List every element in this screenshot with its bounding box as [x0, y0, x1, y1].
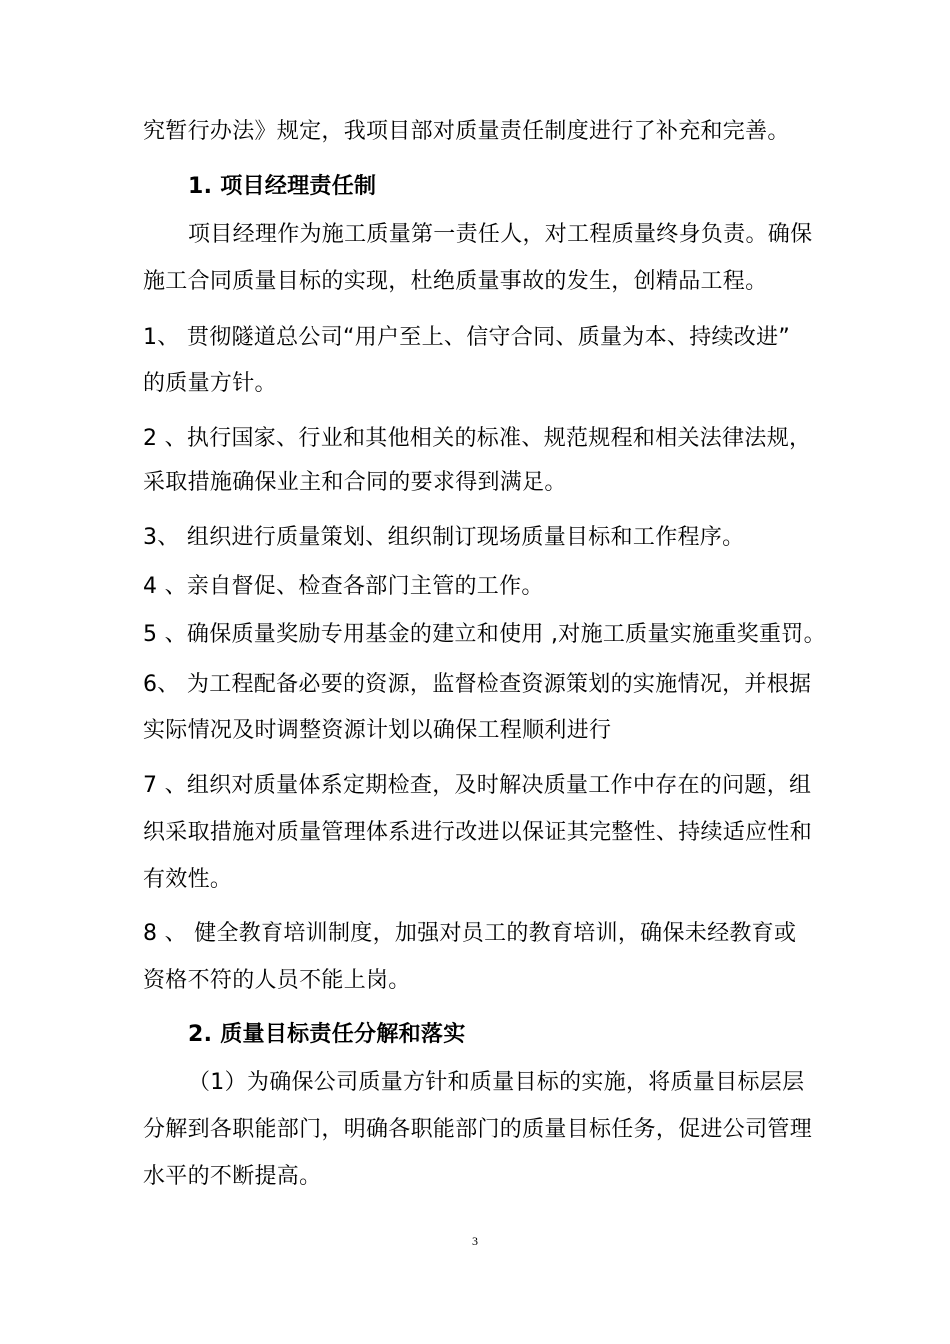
paragraph-line: 施工合同质量目标的实现，杜绝质量事故的发生，创精品工程。 [143, 269, 768, 294]
list-item-7-line: 织采取措施对质量管理体系进行改进以保证其完整性、持续适应性和 [143, 820, 813, 845]
paragraph-line: 分解到各职能部门，明确各职能部门的质量目标任务，促进公司管理 [143, 1117, 813, 1142]
list-item-1-line: 1、 贯彻隧道总公司“用户至上、信守合同、质量为本、持续改进” [143, 325, 791, 350]
list-item-6-line: 实际情况及时调整资源计划以确保工程顺利进行 [143, 718, 612, 743]
list-item-2-line: 2 、执行国家、行业和其他相关的标准、规范规程和相关法律法规， [143, 426, 812, 451]
list-item-5-line: 5 、确保质量奖励专用基金的建立和使用 ,对施工质量实施重奖重罚。 [143, 622, 826, 647]
section-heading-1: 1. 项目经理责任制 [188, 174, 377, 199]
page-number: 3 [472, 1234, 478, 1248]
paragraph-line: （1）为确保公司质量方针和质量目标的实施，将质量目标层层 [188, 1070, 805, 1095]
list-item-2-line: 采取措施确保业主和合同的要求得到满足。 [143, 470, 567, 495]
list-item-8-line: 8 、 健全教育培训制度，加强对员工的教育培训，确保未经教育或 [143, 921, 797, 946]
list-item-8-line: 资格不符的人员不能上岗。 [143, 968, 411, 993]
paragraph-line: 究暂行办法》规定，我项目部对质量责任制度进行了补充和完善。 [143, 119, 790, 144]
paragraph-line: 水平的不断提高。 [143, 1164, 322, 1189]
list-item-4-line: 4 、亲自督促、检查各部门主管的工作。 [143, 574, 544, 599]
list-item-1-line: 的质量方针。 [143, 371, 277, 396]
list-item-6-line: 6、 为工程配备必要的资源，监督检查资源策划的实施情况，并根据 [143, 672, 812, 697]
paragraph-line: 项目经理作为施工质量第一责任人，对工程质量终身负责。确保 [188, 222, 813, 247]
list-item-7-line: 有效性。 [143, 867, 233, 892]
section-heading-2: 2. 质量目标责任分解和落实 [188, 1022, 466, 1047]
list-item-3-line: 3、 组织进行质量策划、组织制订现场质量目标和工作程序。 [143, 525, 745, 550]
list-item-7-line: 7 、组织对质量体系定期检查，及时解决质量工作中存在的问题，组 [143, 773, 812, 798]
